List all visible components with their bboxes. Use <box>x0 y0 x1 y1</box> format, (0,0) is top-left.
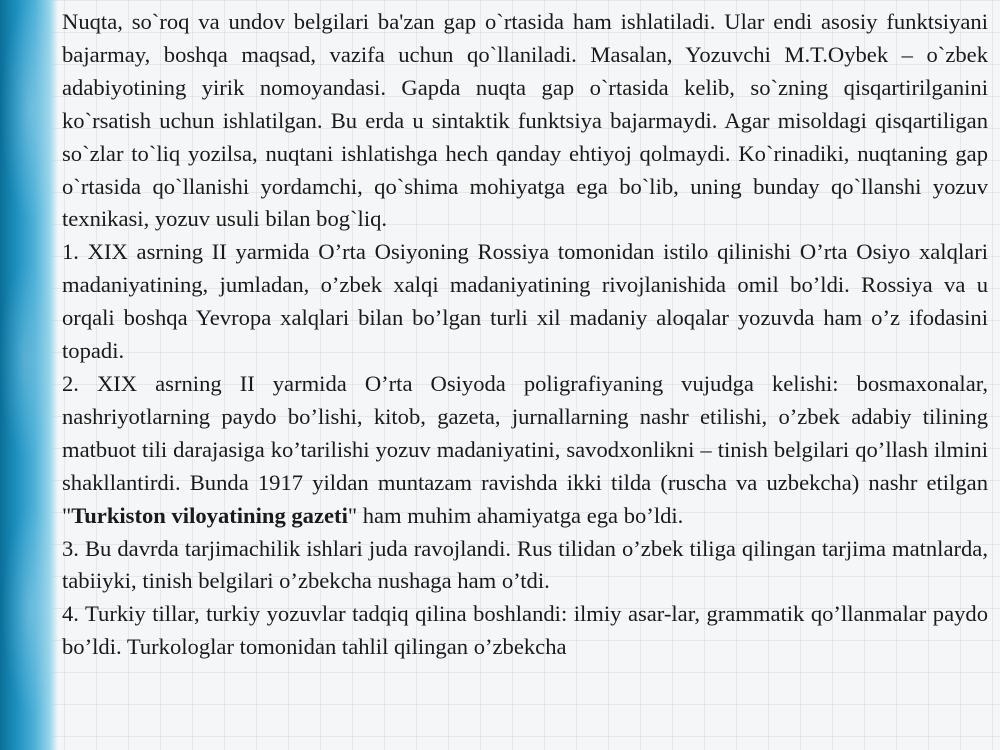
point-4-paragraph: 4. Turkiy tillar, turkiy yozuvlar tadqiq qilina boshlandi: ilmiy asar-lar, grammatik qo’llanmalar paydo bo’ldi. Turkologlar tomonidan tahlil qilingan o’zbekcha <box>62 601 988 660</box>
document-text <box>62 6 988 750</box>
point-3-paragraph: 3. Bu davrda tarjimachilik ishlari juda ravojlandi. Rus tilidan o’zbek tiliga qilingan tarjima matnlarda, tabiiyki, tinish belgilari o’zbekcha nushaga ham o’tdi. <box>62 535 988 594</box>
intro-paragraph: Nuqta, so`roq va undov belgilari ba'zan gap o`rtasida ham ishlatiladi. Ular endi asosiy funktsiyani bajarmay, boshqa maqsad, vazifa uchun qo`llaniladi. Masalan, Yozuvchi M.T.Oybek – o`zbek adabiyotining yirik nomoyandasi. Gapda nuqta gap o`rtasida kelib, so`zning qisqartirilganini ko`rsatish uchun ishlatilgan. Bu erda u sintaktik funktsiya bajarmaydi. Agar misoldagi qisqartiligan so`zlar to`liq yozilsa, nuqtani ishlatishga hech qanday ehtiyoj qolmaydi. Ko`rinadiki, nuqtaning gap o`rtasida qo`llanishi yordamchi, qo`shima mohiyatga ega bo`lib, uning bunday qo`llanshi yozuv texnikasi, yozuv usuli bilan bog`liq. <box>62 9 988 232</box>
point-2-paragraph <box>62 368 988 533</box>
point-2-text: 2. XIX asrning II yarmida O’rta Osiyoda poligrafiyaning vujudga kelishi: bosmaxonalar, nashriyotlarning paydo bo’lishi, kitob, gazeta, jurnallarning nashr etilishi, o’zbek adabiy tilining matbuot tili darajasiga ko’tarilishi yozuv madaniyatini, savodxonlikni – tinish belgilari qo’llash ilmini shakllantirdi. Bunda 1917 yildan muntazam ravishda ikki tilda (ruscha va uzbekcha) nashr etilgan " <box>62 370 988 528</box>
point-1-paragraph: 1. XIX asrning II yarmida O’rta Osiyoning Rossiya tomonidan istilo qilinishi O’rta Osiyo xalqlari madaniyatining, jumladan, o’zbek xalqi madaniyatining rivojlanishida omil bo’ldi. Rossiya va u orqali boshqa Yevropa xalqlari bilan bo’lgan turli xil madaniy aloqalar yozuvda ham o’z ifodasini topadi. <box>62 239 988 364</box>
left-decorative-band <box>0 0 58 750</box>
newspaper-title: Turkiston viloyatining gazeti <box>71 502 348 528</box>
point-2-text-end: " ham muhim ahamiyatga ega bo’ldi. <box>347 502 684 528</box>
